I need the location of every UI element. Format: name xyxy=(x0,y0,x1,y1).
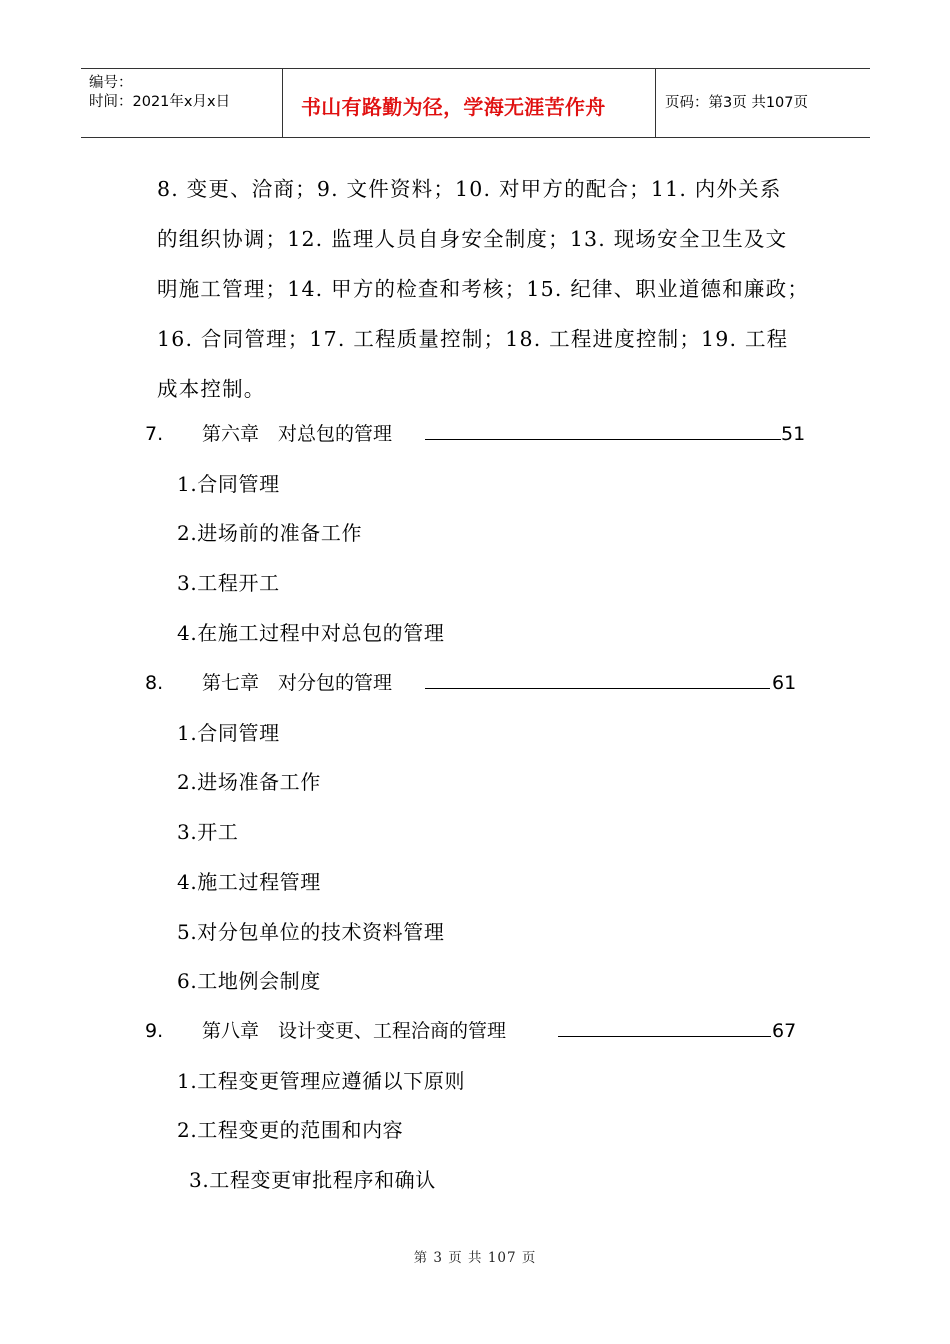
toc-page-number: 61 xyxy=(772,672,797,694)
toc-leader-line xyxy=(425,688,770,689)
document-date-label: 时间：2021年x月x日 xyxy=(89,94,231,110)
toc-item: 2.工程变更的范围和内容 xyxy=(177,1118,404,1142)
paragraph-line: 的组织协调；12. 监理人员自身安全制度；13. 现场安全卫生及文 xyxy=(157,227,788,251)
toc-item: 2.进场前的准备工作 xyxy=(177,521,363,545)
header-info-cell xyxy=(81,69,282,137)
body-paragraph xyxy=(157,164,827,414)
toc-chapter-title: 第六章 对总包的管理 xyxy=(202,423,393,445)
toc-item: 3.开工 xyxy=(177,820,239,844)
header-page-number: 页码：第3页 共107页 xyxy=(665,95,809,111)
paragraph-line: 8. 变更、洽商；9. 文件资料；10. 对甲方的配合；11. 内外关系 xyxy=(157,177,782,201)
toc-chapter-8[interactable] xyxy=(145,1017,815,1045)
toc-leader-line xyxy=(558,1036,771,1037)
toc-item: 6.工地例会制度 xyxy=(177,969,321,993)
header-page-cell xyxy=(655,69,870,137)
page-footer: 第 3 页 共 107 页 xyxy=(413,1250,537,1266)
toc-item: 3.工程变更审批程序和确认 xyxy=(189,1168,436,1192)
paragraph-line: 明施工管理；14. 甲方的检查和考核；15. 纪律、职业道德和廉政； xyxy=(157,277,810,301)
toc-page-number: 67 xyxy=(772,1020,797,1042)
toc-item: 2.进场准备工作 xyxy=(177,770,321,794)
toc-chapter-7[interactable] xyxy=(145,669,815,697)
toc-item: 1.合同管理 xyxy=(177,721,280,745)
page-header xyxy=(81,68,870,138)
paragraph-line: 成本控制。 xyxy=(157,377,266,401)
toc-leader-line xyxy=(425,439,781,440)
toc-item: 4.施工过程管理 xyxy=(177,870,321,894)
toc-chapter-number: 7. xyxy=(145,423,164,445)
toc-page-number: 51 xyxy=(781,423,806,445)
toc-item: 3.工程开工 xyxy=(177,571,280,595)
toc-chapter-title: 第八章 设计变更、工程洽商的管理 xyxy=(202,1020,507,1042)
toc-chapter-number: 8. xyxy=(145,672,164,694)
toc-item: 1.合同管理 xyxy=(177,472,280,496)
toc-item: 5.对分包单位的技术资料管理 xyxy=(177,920,445,944)
header-motto-cell xyxy=(282,69,656,137)
toc-item: 4.在施工过程中对总包的管理 xyxy=(177,621,445,645)
header-motto: 书山有路勤为径，学海无涯苦作舟 xyxy=(301,95,606,119)
document-number-label: 编号： xyxy=(89,75,133,91)
toc-chapter-6[interactable] xyxy=(145,420,815,448)
toc-chapter-title: 第七章 对分包的管理 xyxy=(202,672,393,694)
toc-chapter-number: 9. xyxy=(145,1020,164,1042)
toc-item: 1.工程变更管理应遵循以下原则 xyxy=(177,1069,466,1093)
paragraph-line: 16. 合同管理；17. 工程质量控制；18. 工程进度控制；19. 工程 xyxy=(157,327,789,351)
